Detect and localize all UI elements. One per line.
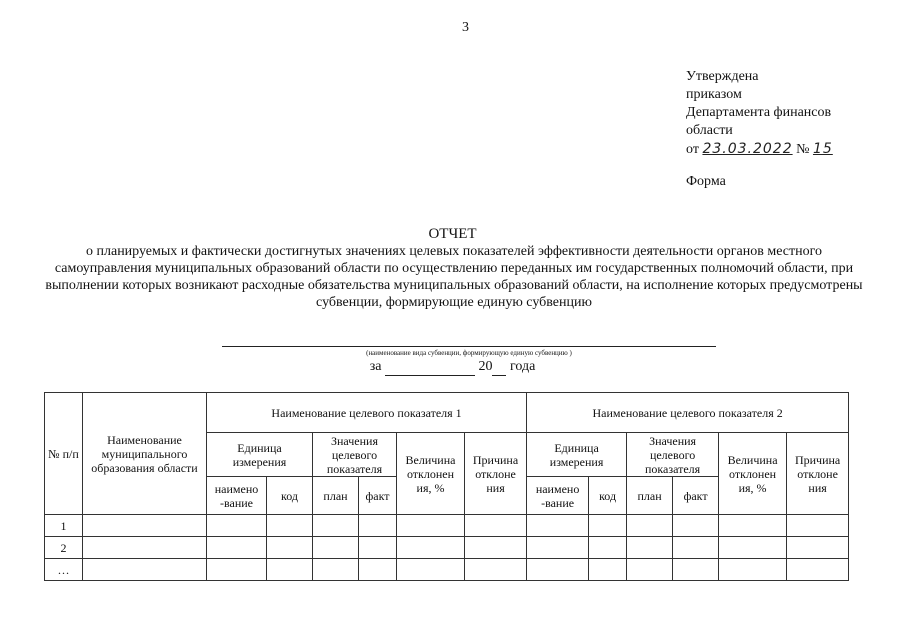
report-subtitle: о планируемых и фактически достигнутых значениях целевых показателей эффективности деятельности органов местного самоуправления муниципальных образований области по осуществлению переданных им государственных полномочий области, при выполнении которых возникают расходные обязательства муниципальных образований области, на исполнение которых предусмотрены субвенции, формирующие единую субвенцию xyxy=(45,244,863,310)
subvention-name-line xyxy=(222,346,716,347)
header-unit-name: наимено -вание xyxy=(527,477,589,515)
header-deviation: Величина отклонен ия, % xyxy=(397,433,465,515)
header-reason: Причина отклоне ния xyxy=(465,433,527,515)
table-row xyxy=(45,559,849,581)
header-municipality: Наименование муниципального образования области xyxy=(83,393,207,515)
header-deviation: Величина отклонен ия, % xyxy=(719,433,787,515)
approval-line: Утверждена xyxy=(686,69,759,84)
table-cell xyxy=(397,559,465,581)
table-cell xyxy=(627,559,673,581)
period-suffix: года xyxy=(509,359,536,374)
year-blank xyxy=(492,359,506,376)
table-row xyxy=(45,537,849,559)
form-label: Форма xyxy=(686,174,726,189)
approval-line: области xyxy=(686,123,733,138)
header-unit-name: наимено -вание xyxy=(207,477,267,515)
table-cell xyxy=(787,537,849,559)
page-number: 3 xyxy=(462,20,469,35)
table-cell xyxy=(83,559,207,581)
table-cell xyxy=(719,515,787,537)
row-number: 1 xyxy=(45,515,83,537)
report-table xyxy=(44,392,849,581)
report-period xyxy=(0,359,905,376)
handwritten-date: 23.03.2022 xyxy=(702,141,793,157)
approval-date-line xyxy=(686,140,833,159)
number-prefix: № xyxy=(796,142,810,157)
table-cell xyxy=(267,515,313,537)
header-unit: Единица измерения xyxy=(207,433,313,477)
period-prefix: за xyxy=(369,359,382,374)
table-cell xyxy=(313,515,359,537)
header-target-values: Значения целевого показателя xyxy=(313,433,397,477)
table-cell xyxy=(465,559,527,581)
table-cell xyxy=(267,559,313,581)
table-cell xyxy=(267,537,313,559)
table-cell xyxy=(627,537,673,559)
table-cell xyxy=(589,559,627,581)
table-cell xyxy=(465,537,527,559)
table-cell xyxy=(627,515,673,537)
header-reason: Причина отклоне ния xyxy=(787,433,849,515)
table-cell xyxy=(207,559,267,581)
table-row xyxy=(45,515,849,537)
table-cell xyxy=(359,559,397,581)
table-cell xyxy=(313,537,359,559)
table-cell xyxy=(527,537,589,559)
table-cell xyxy=(719,537,787,559)
table-cell xyxy=(207,537,267,559)
table-cell xyxy=(397,537,465,559)
table-cell xyxy=(673,537,719,559)
table-cell xyxy=(673,515,719,537)
table-cell xyxy=(207,515,267,537)
approval-line: Департамента финансов xyxy=(686,105,832,120)
header-indicator-2: Наименование целевого показателя 2 xyxy=(527,393,849,433)
table-cell xyxy=(313,559,359,581)
header-unit-code: код xyxy=(589,477,627,515)
table-cell xyxy=(673,559,719,581)
table-cell xyxy=(589,515,627,537)
header-fact: факт xyxy=(359,477,397,515)
header-plan: план xyxy=(627,477,673,515)
date-prefix: от xyxy=(686,142,699,157)
row-number: 2 xyxy=(45,537,83,559)
table-cell xyxy=(527,515,589,537)
header-plan: план xyxy=(313,477,359,515)
header-number: № п/п xyxy=(45,393,83,515)
table-cell xyxy=(787,559,849,581)
table-cell xyxy=(83,537,207,559)
header-unit-code: код xyxy=(267,477,313,515)
table-cell xyxy=(589,537,627,559)
table-cell xyxy=(359,537,397,559)
header-target-values: Значения целевого показателя xyxy=(627,433,719,477)
period-year: 20 xyxy=(478,359,493,374)
period-blank xyxy=(385,359,475,376)
table-cell xyxy=(83,515,207,537)
approval-line: приказом xyxy=(686,87,742,102)
handwritten-number: 15 xyxy=(812,141,833,157)
table-cell xyxy=(787,515,849,537)
table-cell xyxy=(397,515,465,537)
subvention-caption: (наименование вида субвенции, формирующую единую субвенцию ) xyxy=(366,349,572,357)
report-title: ОТЧЕТ xyxy=(428,226,477,242)
header-fact: факт xyxy=(673,477,719,515)
row-number: … xyxy=(45,559,83,581)
table-cell xyxy=(527,559,589,581)
table-cell xyxy=(359,515,397,537)
approval-block xyxy=(686,68,833,159)
header-unit: Единица измерения xyxy=(527,433,627,477)
table-cell xyxy=(465,515,527,537)
header-indicator-1: Наименование целевого показателя 1 xyxy=(207,393,527,433)
table-cell xyxy=(719,559,787,581)
